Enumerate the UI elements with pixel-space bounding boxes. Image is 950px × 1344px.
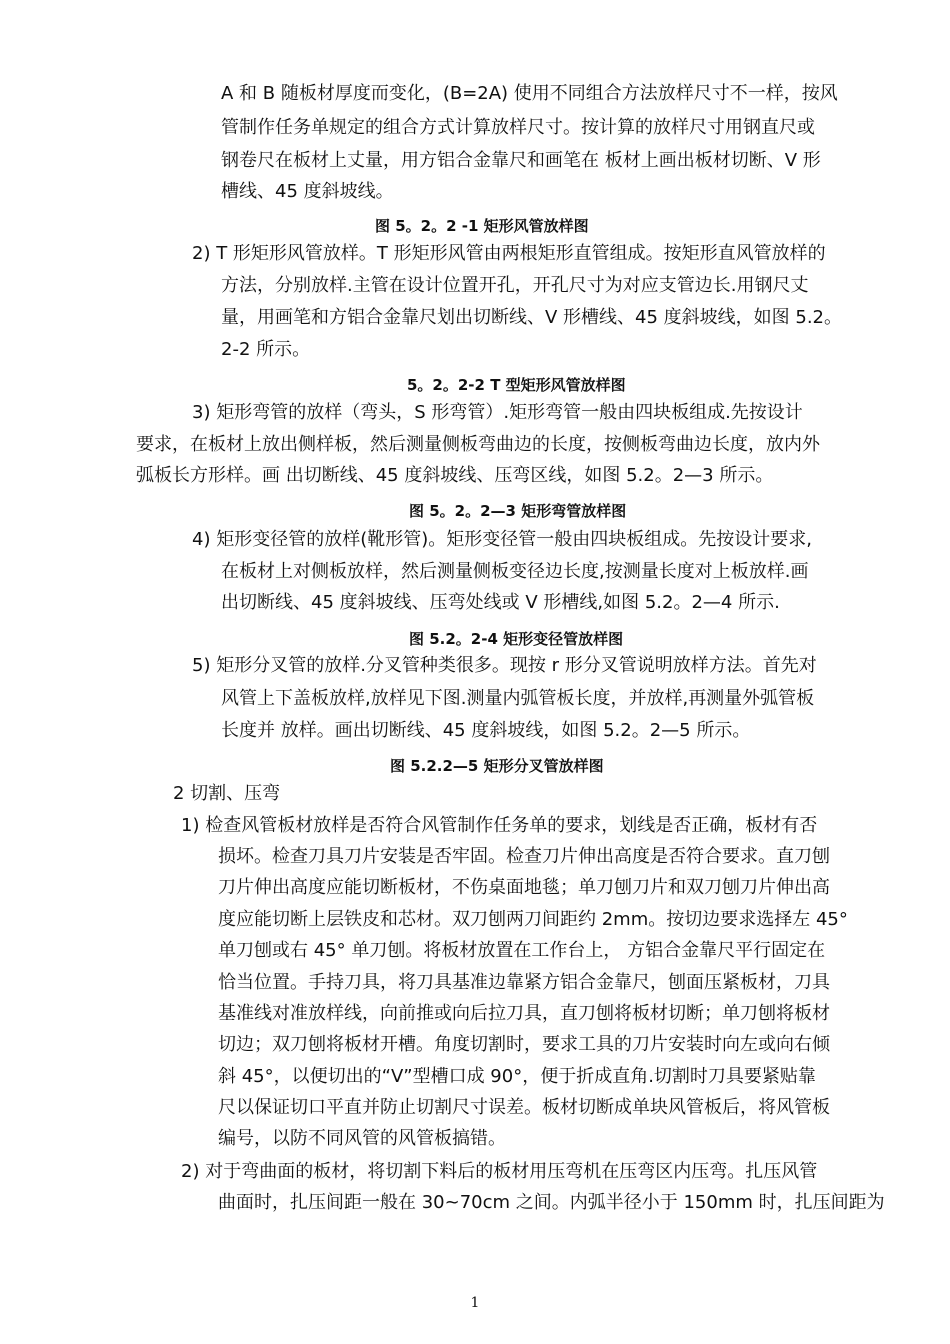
body-line: 单刀刨或右 45° 单刀刨。将板材放置在工作台上， 方铝合金靠尺平行固定在 [218,940,826,961]
body-line: 编号，以防不同风管的风管板搞错。 [218,1128,506,1149]
body-line: 长度并 放样。画出切断线、45 度斜坡线，如图 5.2。2—5 所示。 [221,720,751,741]
section-heading: 2 切割、压弯 [173,783,281,804]
body-line: 要求，在板材上放出侧样板，然后测量侧板弯曲边的长度，按侧板弯曲边长度，放内外 [136,434,820,455]
page-number: 1 [470,1295,480,1311]
body-line: 基准线对准放样线，向前推或向后拉刀具，直刀刨将板材切断；单刀刨将板材 [218,1003,830,1024]
body-line: 3) 矩形弯管的放样（弯头，S 形弯管）.矩形弯管一般由四块板组成.先按设计 [192,402,803,423]
body-line: 2) T 形矩形风管放样。T 形矩形风管由两根矩形直管组成。按矩形直风管放样的 [192,243,826,264]
body-line: 切边；双刀刨将板材开槽。角度切割时，要求工具的刀片安装时向左或向右倾 [218,1034,830,1055]
figure-caption: 5。2。2-2 T 型矩形风管放样图 [407,376,626,394]
body-line: 4) 矩形变径管的放样(靴形管)。矩形变径管一般由四块板组成。先按设计要求, [192,529,812,550]
body-line: 度应能切断上层铁皮和芯材。双刀刨两刀间距约 2mm。按切边要求选择左 45° [218,909,848,930]
body-line: A 和 B 随板材厚度而变化，(B=2A) 使用不同组合方法放样尺寸不一样，按风 [221,83,838,104]
body-line: 管制作任务单规定的组合方式计算放样尺寸。按计算的放样尺寸用钢直尺或 [221,117,815,138]
body-line: 斜 45°，以便切出的“V”型槽口成 90°，便于折成直角.切割时刀具要紧贴靠 [218,1066,816,1087]
body-line: 5) 矩形分叉管的放样.分叉管种类很多。现按 r 形分叉管说明放样方法。首先对 [192,655,817,676]
body-line: 刀片伸出高度应能切断板材，不伤桌面地毯；单刀刨刀片和双刀刨刀片伸出高 [218,877,830,898]
body-line: 槽线、45 度斜坡线。 [221,181,394,202]
body-line: 曲面时，扎压间距一般在 30~70cm 之间。内弧半径小于 150mm 时，扎压间距为 [218,1192,885,1213]
body-line: 2) 对于弯曲面的板材，将切割下料后的板材用压弯机在压弯区内压弯。扎压风管 [181,1161,818,1182]
figure-caption: 图 5.2。2-4 矩形变径管放样图 [409,630,624,648]
figure-caption: 图 5。2。2 -1 矩形风管放样图 [375,217,589,235]
body-line: 1) 检查风管板材放样是否符合风管制作任务单的要求，划线是否正确，板材有否 [181,815,818,836]
body-line: 方法，分别放样.主管在设计位置开孔，开孔尺寸为对应支管边长.用钢尺丈 [221,275,809,296]
body-line: 钢卷尺在板材上丈量，用方铝合金靠尺和画笔在 板材上画出板材切断、V 形 [221,150,821,171]
body-line: 恰当位置。手持刀具，将刀具基准边靠紧方铝合金靠尺，刨面压紧板材，刀具 [218,972,830,993]
body-line: 2-2 所示。 [221,339,311,360]
body-line: 量，用画笔和方铝合金靠尺划出切断线、V 形槽线、45 度斜坡线，如图 5.2。 [221,307,843,328]
figure-caption: 图 5。2。2—3 矩形弯管放样图 [409,502,627,520]
body-line: 损坏。检查刀具刀片安装是否牢固。检查刀片伸出高度是否符合要求。直刀刨 [218,846,830,867]
figure-caption: 图 5.2.2—5 矩形分叉管放样图 [390,757,604,775]
body-line: 弧板长方形样。画 出切断线、45 度斜坡线、压弯区线，如图 5.2。2—3 所示。 [136,465,774,486]
body-line: 风管上下盖板放样,放样见下图.测量内弧管板长度，并放样,再测量外弧管板 [221,688,815,709]
body-line: 尺以保证切口平直并防止切割尺寸误差。板材切断成单块风管板后，将风管板 [218,1097,830,1118]
body-line: 出切断线、45 度斜坡线、压弯处线或 V 形槽线,如图 5.2。2—4 所示. [221,592,780,613]
body-line: 在板材上对侧板放样，然后测量侧板变径边长度,按测量长度对上板放样.画 [221,561,809,582]
